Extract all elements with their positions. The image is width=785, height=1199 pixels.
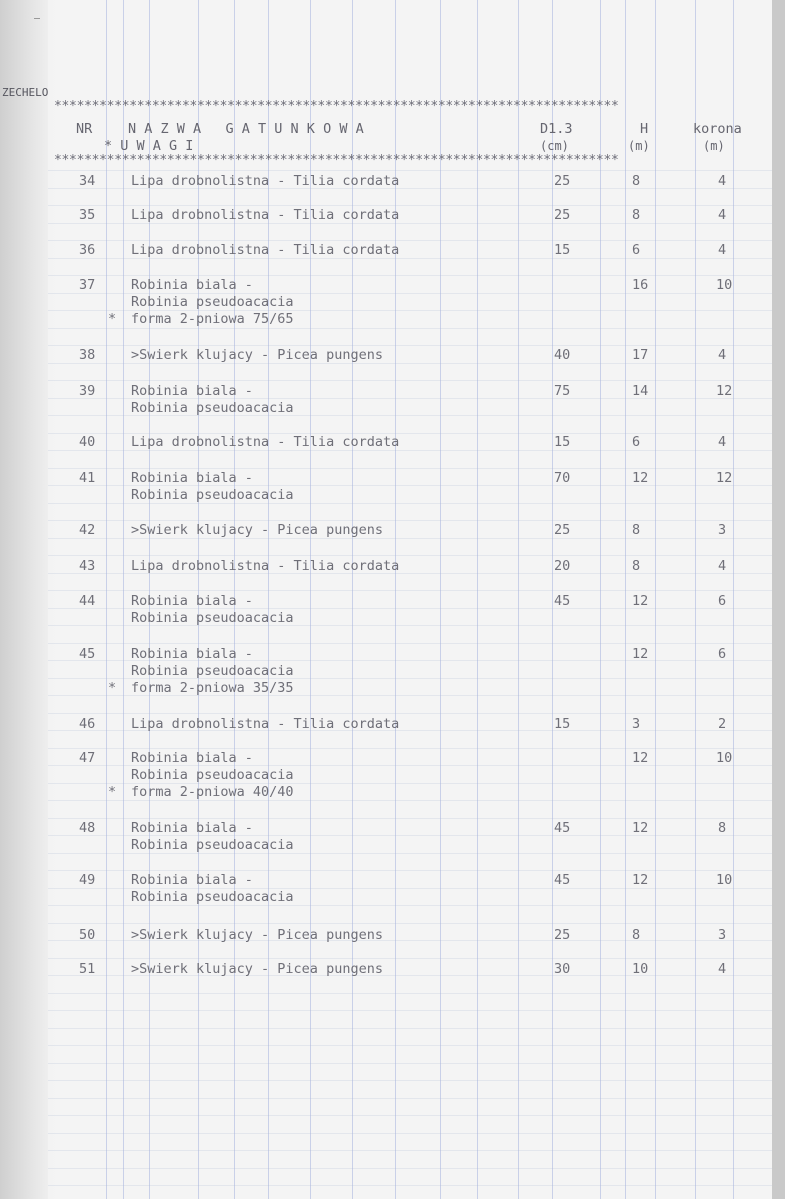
height-value: 12 bbox=[632, 646, 649, 662]
column-header-remarks: * U W A G I bbox=[104, 138, 194, 154]
dbh-value: 15 bbox=[554, 716, 571, 732]
ruled-line bbox=[48, 205, 772, 206]
row-number: 48 bbox=[79, 820, 96, 836]
row-number: 49 bbox=[79, 872, 96, 888]
height-value: 12 bbox=[632, 470, 649, 486]
ruled-line bbox=[48, 713, 772, 714]
crown-value: 8 bbox=[718, 820, 727, 836]
species-name: Lipa drobnolistna - Tilia cordata bbox=[131, 173, 400, 189]
dbh-value: 25 bbox=[554, 207, 571, 223]
ruled-line bbox=[48, 818, 772, 819]
ruled-line bbox=[48, 1063, 772, 1064]
dbh-value: 70 bbox=[554, 470, 571, 486]
remark-asterisk: * bbox=[108, 784, 117, 800]
ruled-line bbox=[48, 240, 772, 241]
column-header-crown-unit: (m) bbox=[703, 139, 725, 153]
crown-value: 4 bbox=[718, 558, 727, 574]
dbh-value: 25 bbox=[554, 927, 571, 943]
separator-bottom: *************************************************************************** bbox=[54, 153, 619, 168]
grid-line bbox=[733, 0, 734, 1199]
margin-mark bbox=[34, 18, 40, 19]
grid-line bbox=[477, 0, 478, 1199]
row-number: 37 bbox=[79, 277, 96, 293]
row-number: 44 bbox=[79, 593, 96, 609]
grid-line bbox=[552, 0, 553, 1199]
height-value: 16 bbox=[632, 277, 649, 293]
ruled-line bbox=[48, 993, 772, 994]
column-header-nr: NR bbox=[76, 121, 93, 137]
species-name: Lipa drobnolistna - Tilia cordata bbox=[131, 716, 400, 732]
dbh-value: 25 bbox=[554, 522, 571, 538]
dbh-value: 25 bbox=[554, 173, 571, 189]
remark-text: forma 2-pniowa 40/40 bbox=[131, 784, 294, 800]
height-value: 6 bbox=[632, 434, 641, 450]
crown-value: 12 bbox=[716, 383, 733, 399]
species-name: Robinia biala - bbox=[131, 872, 253, 888]
ruled-line bbox=[48, 345, 772, 346]
ruled-line bbox=[48, 275, 772, 276]
height-value: 12 bbox=[632, 593, 649, 609]
species-name: >Swierk klujacy - Picea pungens bbox=[131, 522, 383, 538]
height-value: 8 bbox=[632, 522, 641, 538]
dbh-value: 45 bbox=[554, 593, 571, 609]
row-number: 36 bbox=[79, 242, 96, 258]
height-value: 10 bbox=[632, 961, 649, 977]
species-name: >Swierk klujacy - Picea pungens bbox=[131, 961, 383, 977]
species-name: Lipa drobnolistna - Tilia cordata bbox=[131, 242, 400, 258]
species-name: Robinia pseudoacacia bbox=[131, 663, 294, 679]
ruled-line bbox=[48, 590, 772, 591]
remark-text: forma 2-pniowa 35/35 bbox=[131, 680, 294, 696]
ruled-line bbox=[48, 748, 772, 749]
species-name: Robinia biala - bbox=[131, 470, 253, 486]
dbh-value: 45 bbox=[554, 872, 571, 888]
height-value: 8 bbox=[632, 207, 641, 223]
crown-value: 4 bbox=[718, 434, 727, 450]
grid-line bbox=[123, 0, 124, 1199]
ruled-line bbox=[48, 380, 772, 381]
grid-line bbox=[106, 0, 107, 1199]
crown-value: 3 bbox=[718, 927, 727, 943]
dbh-value: 75 bbox=[554, 383, 571, 399]
page-header: ZECHELO bbox=[2, 86, 49, 99]
species-name: Robinia biala - bbox=[131, 383, 253, 399]
crown-value: 10 bbox=[716, 872, 733, 888]
binding-edge bbox=[0, 0, 48, 1199]
row-number: 43 bbox=[79, 558, 96, 574]
row-number: 38 bbox=[79, 347, 96, 363]
ruled-line bbox=[48, 1150, 772, 1151]
row-number: 47 bbox=[79, 750, 96, 766]
species-name: Lipa drobnolistna - Tilia cordata bbox=[131, 434, 400, 450]
row-number: 41 bbox=[79, 470, 96, 486]
ruled-line bbox=[48, 923, 772, 924]
ruled-line bbox=[48, 1045, 772, 1046]
crown-value: 2 bbox=[718, 716, 727, 732]
row-number: 42 bbox=[79, 522, 96, 538]
separator-top: *************************************************************************** bbox=[54, 99, 619, 114]
height-value: 17 bbox=[632, 347, 649, 363]
column-header-crown: korona bbox=[693, 121, 742, 137]
species-name: Robinia biala - bbox=[131, 593, 253, 609]
crown-value: 4 bbox=[718, 173, 727, 189]
row-number: 35 bbox=[79, 207, 96, 223]
column-header-height-unit: (m) bbox=[628, 139, 650, 153]
crown-value: 3 bbox=[718, 522, 727, 538]
ruled-line bbox=[48, 555, 772, 556]
grid-line bbox=[440, 0, 441, 1199]
ruled-line bbox=[48, 468, 772, 469]
species-name: Robinia pseudoacacia bbox=[131, 767, 294, 783]
remark-asterisk: * bbox=[108, 311, 117, 327]
crown-value: 4 bbox=[718, 207, 727, 223]
ruled-line bbox=[48, 1115, 772, 1116]
ruled-line bbox=[48, 958, 772, 959]
crown-value: 4 bbox=[718, 961, 727, 977]
species-name: Robinia pseudoacacia bbox=[131, 294, 294, 310]
grid-line bbox=[655, 0, 656, 1199]
grid-line bbox=[695, 0, 696, 1199]
ruled-line bbox=[48, 1133, 772, 1134]
ruled-line bbox=[48, 1168, 772, 1169]
height-value: 8 bbox=[632, 173, 641, 189]
remark-asterisk: * bbox=[108, 680, 117, 696]
species-name: Robinia pseudoacacia bbox=[131, 610, 294, 626]
right-margin-band bbox=[772, 0, 785, 1199]
remark-text: forma 2-pniowa 75/65 bbox=[131, 311, 294, 327]
crown-value: 10 bbox=[716, 277, 733, 293]
ruled-line bbox=[48, 1185, 772, 1186]
height-value: 3 bbox=[632, 716, 641, 732]
crown-value: 6 bbox=[718, 593, 727, 609]
dbh-value: 20 bbox=[554, 558, 571, 574]
ruled-line bbox=[48, 1028, 772, 1029]
species-name: Robinia biala - bbox=[131, 277, 253, 293]
crown-value: 4 bbox=[718, 347, 727, 363]
species-name: >Swierk klujacy - Picea pungens bbox=[131, 347, 383, 363]
height-value: 8 bbox=[632, 927, 641, 943]
species-name: >Swierk klujacy - Picea pungens bbox=[131, 927, 383, 943]
species-name: Robinia biala - bbox=[131, 750, 253, 766]
grid-line bbox=[600, 0, 601, 1199]
dbh-value: 15 bbox=[554, 434, 571, 450]
row-number: 51 bbox=[79, 961, 96, 977]
ruled-line bbox=[48, 870, 772, 871]
height-value: 12 bbox=[632, 820, 649, 836]
row-number: 50 bbox=[79, 927, 96, 943]
crown-value: 10 bbox=[716, 750, 733, 766]
height-value: 12 bbox=[632, 872, 649, 888]
dbh-value: 30 bbox=[554, 961, 571, 977]
row-number: 39 bbox=[79, 383, 96, 399]
ruled-line bbox=[48, 643, 772, 644]
species-name: Robinia pseudoacacia bbox=[131, 400, 294, 416]
crown-value: 12 bbox=[716, 470, 733, 486]
ruled-line bbox=[48, 1010, 772, 1011]
ruled-line bbox=[48, 520, 772, 521]
column-header-height: H bbox=[640, 121, 649, 137]
species-name: Robinia pseudoacacia bbox=[131, 487, 294, 503]
row-number: 40 bbox=[79, 434, 96, 450]
ruled-line bbox=[48, 328, 772, 329]
species-name: Robinia pseudoacacia bbox=[131, 837, 294, 853]
dbh-value: 45 bbox=[554, 820, 571, 836]
height-value: 6 bbox=[632, 242, 641, 258]
ruled-line bbox=[48, 170, 772, 171]
height-value: 12 bbox=[632, 750, 649, 766]
grid-line bbox=[625, 0, 626, 1199]
dbh-value: 40 bbox=[554, 347, 571, 363]
species-name: Lipa drobnolistna - Tilia cordata bbox=[131, 558, 400, 574]
crown-value: 6 bbox=[718, 646, 727, 662]
row-number: 46 bbox=[79, 716, 96, 732]
height-value: 14 bbox=[632, 383, 649, 399]
row-number: 45 bbox=[79, 646, 96, 662]
column-header-name: N A Z W A G A T U N K O W A bbox=[128, 121, 364, 137]
crown-value: 4 bbox=[718, 242, 727, 258]
species-name: Robinia pseudoacacia bbox=[131, 889, 294, 905]
ruled-line bbox=[48, 1080, 772, 1081]
column-header-dbh: D1.3 bbox=[540, 121, 573, 137]
species-name: Lipa drobnolistna - Tilia cordata bbox=[131, 207, 400, 223]
column-header-dbh-unit: (cm) bbox=[540, 139, 569, 153]
ruled-line bbox=[48, 1098, 772, 1099]
dbh-value: 15 bbox=[554, 242, 571, 258]
species-name: Robinia biala - bbox=[131, 646, 253, 662]
row-number: 34 bbox=[79, 173, 96, 189]
species-name: Robinia biala - bbox=[131, 820, 253, 836]
grid-line bbox=[518, 0, 519, 1199]
height-value: 8 bbox=[632, 558, 641, 574]
